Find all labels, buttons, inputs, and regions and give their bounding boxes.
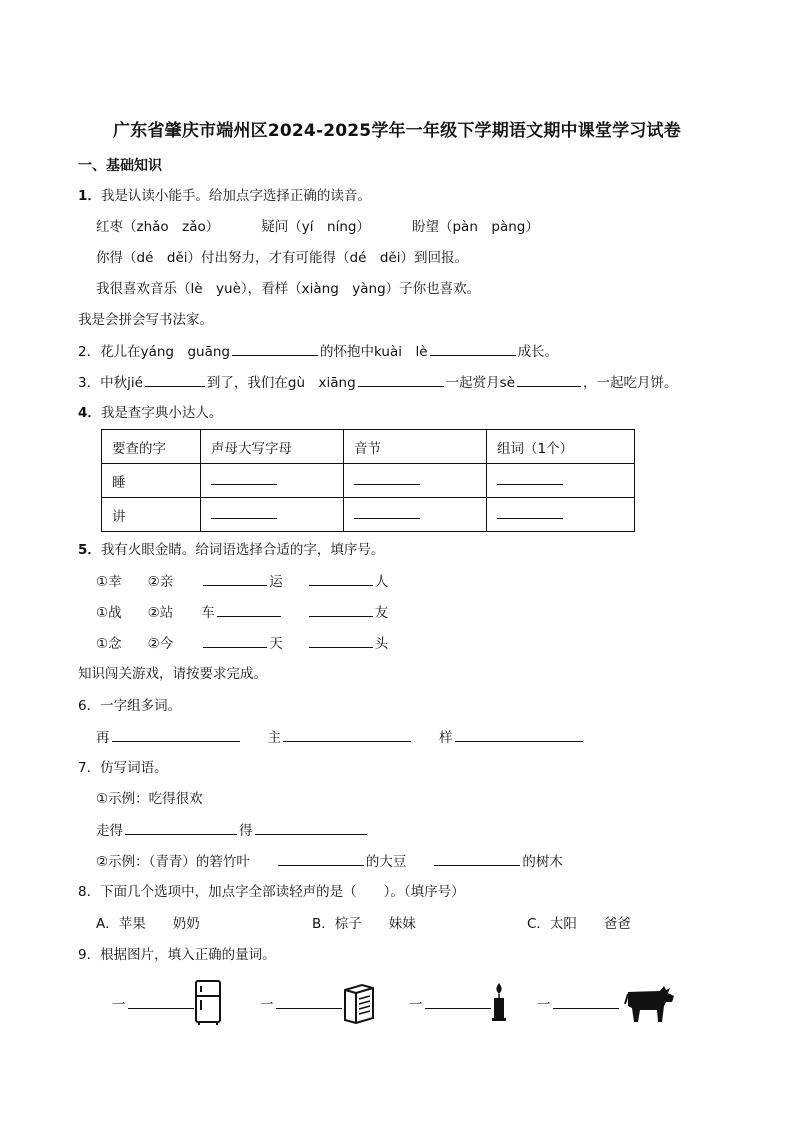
answer-blank[interactable] bbox=[497, 506, 563, 519]
table-header-cell: 声母大写字母 bbox=[201, 430, 344, 464]
option-label: ①战 bbox=[96, 605, 122, 621]
q5-word: 天 bbox=[269, 636, 283, 652]
measure-prefix: 一 bbox=[112, 997, 126, 1013]
option-label: ②亲 bbox=[147, 574, 174, 590]
table-cell-char: 睡 bbox=[102, 464, 201, 498]
q8-option-c[interactable]: C．太阳 爸爸 bbox=[527, 916, 631, 932]
page-title: 广东省肇庆市端州区2024-2025学年一年级下学期语文期中课堂学习试卷 bbox=[113, 121, 681, 141]
measure-item-1 bbox=[112, 993, 196, 1013]
question-number: 7． bbox=[78, 760, 101, 776]
table-cell[interactable] bbox=[344, 498, 487, 532]
answer-blank[interactable] bbox=[211, 506, 277, 519]
answer-blank[interactable] bbox=[455, 727, 583, 742]
answer-blank[interactable] bbox=[276, 994, 342, 1009]
q5-word: 友 bbox=[374, 605, 389, 621]
q5-group-3 bbox=[96, 633, 388, 654]
q3-text: ，一起吃月饼。 bbox=[583, 375, 678, 391]
table-cell-char: 讲 bbox=[102, 498, 201, 532]
answer-blank[interactable] bbox=[434, 851, 520, 866]
question-5 bbox=[78, 540, 384, 560]
q7-word: 得 bbox=[239, 823, 253, 839]
measure-prefix: 一 bbox=[537, 997, 551, 1013]
q7-word: 的树木 bbox=[522, 854, 563, 870]
option-label: ②今 bbox=[147, 636, 174, 652]
measure-item-3 bbox=[409, 993, 493, 1013]
question-8 bbox=[78, 882, 465, 902]
answer-blank[interactable] bbox=[128, 994, 194, 1009]
question-number: 2． bbox=[78, 344, 101, 360]
answer-blank[interactable] bbox=[358, 372, 444, 387]
answer-blank[interactable] bbox=[203, 633, 267, 648]
question-number: 8． bbox=[78, 884, 101, 900]
answer-blank[interactable] bbox=[497, 472, 563, 485]
q5-word: 头 bbox=[374, 636, 389, 652]
q7-word: 走得 bbox=[96, 823, 123, 839]
q3-text: 到了，我们在gù xiāng bbox=[206, 375, 356, 391]
measure-prefix: 一 bbox=[409, 997, 423, 1013]
table-header-cell: 要查的字 bbox=[102, 430, 201, 464]
answer-blank[interactable] bbox=[232, 341, 318, 356]
q5-word: 运 bbox=[269, 574, 283, 590]
q8-option-b[interactable]: B．棕子 妹妹 bbox=[312, 916, 416, 932]
answer-blank[interactable] bbox=[283, 727, 411, 742]
answer-blank[interactable] bbox=[430, 341, 516, 356]
question-text: 我是查字典小达人。 bbox=[100, 405, 223, 421]
table-row bbox=[102, 498, 635, 532]
q3-text: 中秋jié bbox=[100, 375, 143, 391]
answer-blank[interactable] bbox=[309, 571, 373, 586]
measure-item-2 bbox=[260, 993, 344, 1013]
answer-blank[interactable] bbox=[211, 472, 277, 485]
answer-blank[interactable] bbox=[112, 727, 240, 742]
table-cell[interactable] bbox=[344, 464, 487, 498]
question-number: 6． bbox=[78, 698, 101, 714]
q1-row-2: 你得（dé děi）付出努力，才有可能得（dé děi）到回报。 bbox=[96, 250, 469, 266]
question-1 bbox=[78, 186, 371, 206]
option-label: ①念 bbox=[96, 636, 122, 652]
option-label: ①幸 bbox=[96, 574, 122, 590]
q1-row-3: 我很喜欢音乐（lè yuè），看样（xiàng yàng）子你也喜欢。 bbox=[96, 281, 481, 297]
answer-blank[interactable] bbox=[425, 994, 491, 1009]
q3-text: 一起赏月sè bbox=[445, 375, 516, 391]
table-header-row bbox=[102, 430, 635, 464]
question-7 bbox=[78, 758, 168, 778]
q1-item: 红枣（zhǎo zǎo） bbox=[96, 219, 220, 235]
section-heading: 一、基础知识 bbox=[78, 158, 162, 174]
answer-blank[interactable] bbox=[517, 372, 581, 387]
q1-row-1 bbox=[96, 217, 539, 237]
q2-text: 花儿在yáng guāng bbox=[100, 344, 231, 360]
question-number: 3． bbox=[78, 375, 101, 391]
answer-blank[interactable] bbox=[255, 820, 367, 835]
q8-option-a[interactable]: A．苹果 奶奶 bbox=[96, 916, 200, 932]
subsection-intro: 我是会拼会写书法家。 bbox=[78, 312, 213, 328]
answer-blank[interactable] bbox=[354, 506, 420, 519]
subsection-intro: 知识闯关游戏，请按要求完成。 bbox=[78, 666, 267, 682]
question-text: 仿写词语。 bbox=[100, 760, 168, 776]
question-number: 9． bbox=[78, 947, 101, 963]
question-2 bbox=[78, 341, 558, 362]
table-cell[interactable] bbox=[487, 464, 635, 498]
cow-icon bbox=[624, 982, 676, 1024]
question-text: 根据图片，填入正确的量词。 bbox=[100, 947, 276, 963]
candle-icon bbox=[490, 982, 508, 1022]
q1-item: 盼望（pàn pàng） bbox=[411, 219, 539, 235]
question-text: 我是认读小能手。给加点字选择正确的读音。 bbox=[100, 188, 371, 204]
question-number: 5． bbox=[78, 542, 101, 558]
q7-example-2: ②示例：（青青）的箬竹叶 bbox=[96, 854, 250, 870]
q5-group-2 bbox=[96, 602, 388, 623]
q7-row-2 bbox=[96, 851, 563, 872]
question-text: 我有火眼金睛。给词语选择合适的字，填序号。 bbox=[100, 542, 385, 558]
q5-word: 人 bbox=[374, 574, 389, 590]
q2-text: 的怀抱中kuài lè bbox=[320, 344, 428, 360]
q6-row bbox=[96, 727, 585, 748]
q6-char: 主 bbox=[267, 730, 281, 746]
table-cell[interactable] bbox=[201, 498, 344, 532]
q5-word: 车 bbox=[201, 605, 215, 621]
option-label: ②站 bbox=[147, 605, 174, 621]
q7-word: 的大豆 bbox=[365, 854, 407, 870]
answer-blank[interactable] bbox=[309, 633, 373, 648]
question-3 bbox=[78, 372, 678, 393]
q6-char: 样 bbox=[439, 730, 453, 746]
table-cell[interactable] bbox=[201, 464, 344, 498]
table-header-cell: 组词（1个） bbox=[487, 430, 635, 464]
q7-example-1: ①示例：吃得很欢 bbox=[96, 791, 203, 807]
measure-item-4 bbox=[537, 993, 621, 1013]
question-9 bbox=[78, 945, 276, 965]
question-number: 4． bbox=[78, 405, 101, 421]
answer-blank[interactable] bbox=[217, 602, 281, 617]
question-6 bbox=[78, 696, 181, 716]
answer-blank[interactable] bbox=[125, 820, 237, 835]
q5-group-1 bbox=[96, 571, 388, 592]
answer-blank[interactable] bbox=[553, 994, 619, 1009]
answer-blank[interactable] bbox=[278, 851, 364, 866]
dictionary-table bbox=[101, 429, 635, 532]
table-row bbox=[102, 464, 635, 498]
answer-blank[interactable] bbox=[145, 372, 205, 387]
question-4 bbox=[78, 403, 222, 423]
answer-blank[interactable] bbox=[203, 571, 267, 586]
q2-text: 成长。 bbox=[517, 344, 559, 360]
fridge-icon bbox=[194, 980, 222, 1026]
table-cell[interactable] bbox=[487, 498, 635, 532]
answer-blank[interactable] bbox=[309, 602, 373, 617]
question-number: 1． bbox=[78, 188, 101, 204]
q7-row-1 bbox=[96, 820, 369, 841]
book-icon bbox=[342, 982, 376, 1024]
q1-item: 疑问（yí níng） bbox=[261, 219, 370, 235]
measure-prefix: 一 bbox=[260, 997, 274, 1013]
question-text: 一字组多词。 bbox=[100, 698, 182, 714]
question-text: 下面几个选项中，加点字全部读轻声的是（ ）。（填序号） bbox=[100, 884, 465, 900]
answer-blank[interactable] bbox=[354, 472, 420, 485]
table-header-cell: 音节 bbox=[344, 430, 487, 464]
q6-char: 再 bbox=[96, 730, 110, 746]
